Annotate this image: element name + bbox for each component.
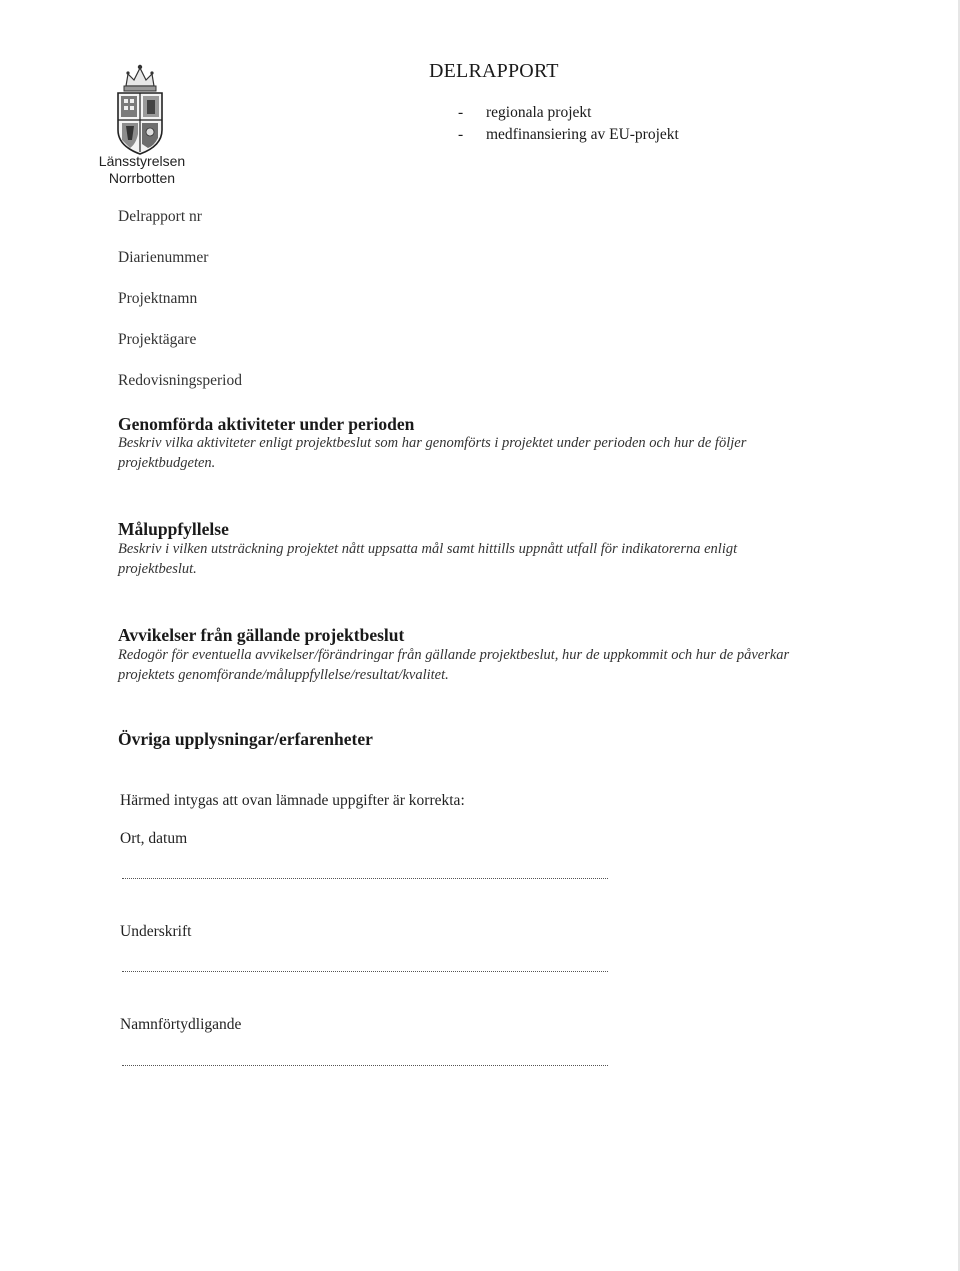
section-description-maluppfyllelse: Beskriv i vilken utsträckning projektet nått uppsatta mål samt hittills uppnått utfall för indikatorerna enligt projektbeslut. [118,541,738,577]
signature-line-underskrift [122,971,608,972]
subtitle-text: medfinansiering av EU-projekt [486,126,679,143]
list-dash: - [458,126,464,143]
document-title: DELRAPPORT [429,60,559,82]
section-heading-avvikelser: Avvikelser från gällande projektbeslut [118,625,405,645]
authority-name [92,153,192,187]
subtitle-item [458,126,679,144]
signature-line-ort-datum [122,878,608,879]
field-label-projektnamn: Projektnamn [118,290,198,307]
signature-label-underskrift: Underskrift [120,923,192,940]
authority-line-2: Norrbotten [108,170,176,186]
field-label-redovisningsperiod: Redovisningsperiod [118,372,242,389]
section-description-avvikelser: Redogör för eventuella avvikelser/förändringar från gällande projektbeslut, hur de uppkommit och hur de påverkar projektets genomförande/måluppfyllelse/resultat/kvalitet. [118,647,790,683]
authority-line-1: Länsstyrelsen [98,153,186,169]
section-description-aktiviteter: Beskriv vilka aktiviteter enligt projektbeslut som har genomförts i projektet under perioden och hur de följer projektbudgeten. [118,435,747,471]
list-dash: - [458,104,464,121]
coat-of-arms-icon [108,62,172,156]
subtitle-item [458,104,591,122]
section-heading-ovriga: Övriga upplysningar/erfarenheter [118,729,373,749]
field-label-diarienummer: Diarienummer [118,249,209,266]
signature-label-namnfortydligande: Namnförtydligande [120,1016,242,1033]
section-heading-maluppfyllelse: Måluppfyllelse [118,519,229,539]
signature-label-ort-datum: Ort, datum [120,830,188,847]
field-label-delrapport-nr: Delrapport nr [118,208,202,225]
subtitle-text: regionala projekt [486,104,592,121]
field-label-projektagare: Projektägare [118,331,197,348]
certification-text: Härmed intygas att ovan lämnade uppgifter är korrekta: [120,792,465,809]
section-heading-aktiviteter: Genomförda aktiviteter under perioden [118,414,415,434]
signature-line-namnfortydligande [122,1065,608,1066]
